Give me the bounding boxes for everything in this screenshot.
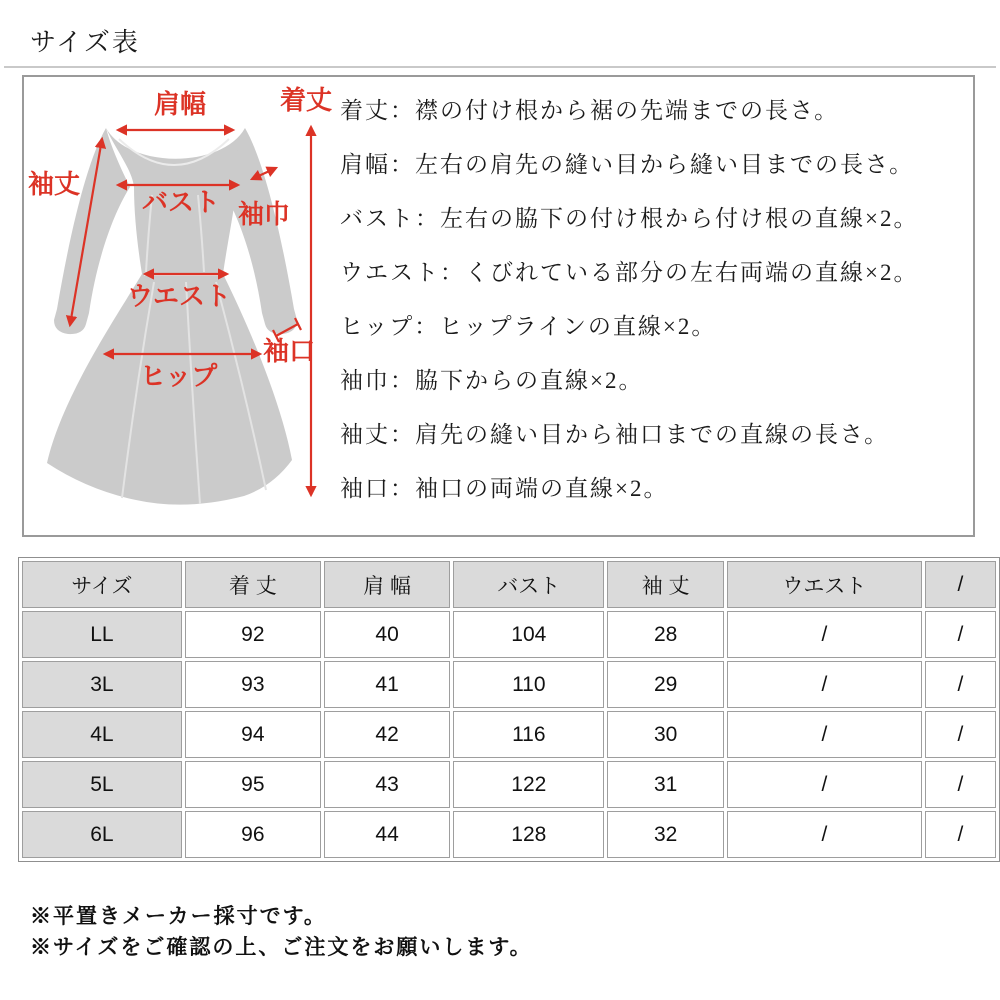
page-title: サイズ表 [30, 27, 140, 57]
label-bust: バスト [142, 188, 221, 217]
size-table-header-row [22, 561, 996, 608]
cell-bust: 122 [453, 761, 604, 808]
cell-shoulder: 44 [324, 811, 450, 858]
cell-slash: / [925, 811, 996, 858]
cell-shoulder: 42 [324, 711, 450, 758]
cell-size: 5L [22, 761, 182, 808]
title-divider [4, 66, 996, 68]
note-measurement-method: ※平置きメーカー採寸です。 [30, 905, 327, 928]
cell-length: 92 [185, 611, 321, 658]
cell-size: LL [22, 611, 182, 658]
cell-sleeve: 28 [607, 611, 724, 658]
cell-waist: / [727, 761, 922, 808]
cell-bust: 104 [453, 611, 604, 658]
cell-slash: / [925, 661, 996, 708]
description-sleeve-length: 袖丈：肩先の縫い目から袖口までの直線の長さ。 [340, 422, 890, 447]
label-waist: ウエスト [127, 282, 232, 311]
description-garment-length: 着丈：襟の付け根から裾の先端までの長さ。 [340, 98, 840, 123]
description-waist: ウエスト：くびれている部分の左右両端の直線×2。 [340, 260, 919, 285]
description-hip: ヒップ：ヒップラインの直線×2。 [340, 314, 717, 339]
col-header-waist: ウエスト [727, 561, 922, 608]
cell-bust: 128 [453, 811, 604, 858]
cell-shoulder: 43 [324, 761, 450, 808]
label-hip: ヒップ [140, 362, 218, 391]
cell-bust: 110 [453, 661, 604, 708]
cell-length: 94 [185, 711, 321, 758]
description-bust: バスト：左右の脇下の付け根から付け根の直線×2。 [340, 206, 919, 231]
col-header-sleeve: 袖 丈 [607, 561, 724, 608]
col-header-slash: / [925, 561, 996, 608]
col-header-shoulder: 肩 幅 [324, 561, 450, 608]
cell-shoulder: 40 [324, 611, 450, 658]
cell-waist: / [727, 811, 922, 858]
cell-sleeve: 32 [607, 811, 724, 858]
label-shoulder-width: 肩幅 [154, 90, 207, 119]
table-row [22, 661, 996, 708]
measurement-descriptions [340, 84, 980, 516]
cell-waist: / [727, 661, 922, 708]
cell-size: 6L [22, 811, 182, 858]
cell-sleeve: 29 [607, 661, 724, 708]
cell-bust: 116 [453, 711, 604, 758]
table-row [22, 761, 996, 808]
cell-slash: / [925, 611, 996, 658]
cell-size: 3L [22, 661, 182, 708]
cell-size: 4L [22, 711, 182, 758]
description-cuff: 袖口：袖口の両端の直線×2。 [340, 476, 669, 501]
cell-sleeve: 30 [607, 711, 724, 758]
cell-slash: / [925, 711, 996, 758]
cell-waist: / [727, 611, 922, 658]
cell-slash: / [925, 761, 996, 808]
cell-waist: / [727, 711, 922, 758]
col-header-bust: バスト [453, 561, 604, 608]
label-garment-length: 着丈 [280, 86, 333, 115]
cell-sleeve: 31 [607, 761, 724, 808]
table-row [22, 811, 996, 858]
cell-length: 95 [185, 761, 321, 808]
label-cuff: 袖口 [263, 337, 316, 366]
measurement-diagram-panel [22, 75, 975, 537]
size-table [18, 557, 1000, 862]
cell-length: 96 [185, 811, 321, 858]
dress-left-sleeve [54, 128, 130, 334]
description-shoulder-width: 肩幅：左右の肩先の縫い目から縫い目までの長さ。 [340, 152, 915, 177]
note-confirm-size: ※サイズをご確認の上、ご注文をお願いします。 [30, 936, 533, 959]
cell-shoulder: 41 [324, 661, 450, 708]
label-sleeve-length: 袖丈 [28, 170, 81, 199]
cell-length: 93 [185, 661, 321, 708]
table-row [22, 611, 996, 658]
description-sleeve-width: 袖巾：脇下からの直線×2。 [340, 368, 644, 393]
footer-notes [30, 901, 533, 963]
table-row [22, 711, 996, 758]
col-header-length: 着 丈 [185, 561, 321, 608]
label-sleeve-width: 袖巾 [238, 200, 291, 229]
col-header-size: サイズ [22, 561, 182, 608]
